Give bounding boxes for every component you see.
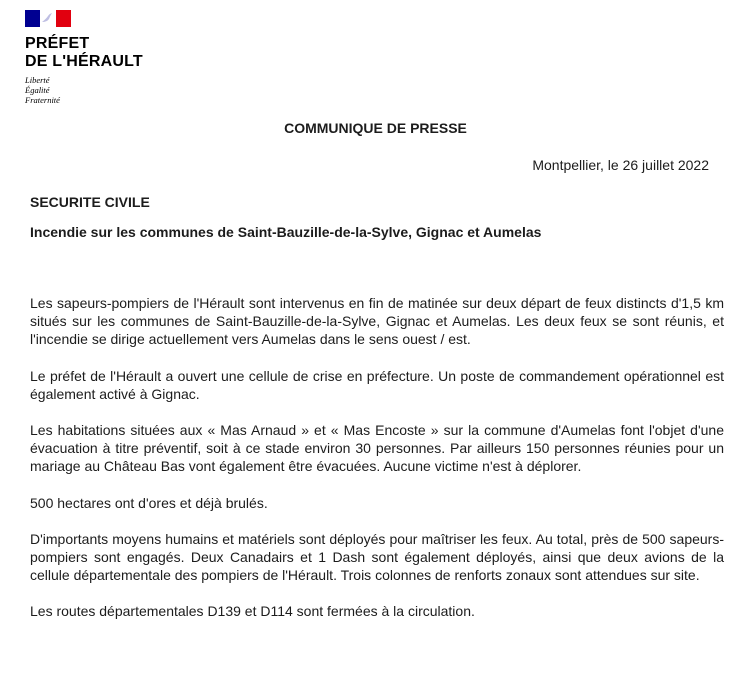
paragraph-intervention: Les sapeurs-pompiers de l'Hérault sont intervenus en fin de matinée sur deux départ de feux distincts d'1,5 km situés sur les communes de Saint-Bauzille-de-la-Sylve, Gignac et Aumelas. Les deux feux se sont réunis, et l'incendie se dirige actuellement vers Aumelas dans le sens ouest / est. xyxy=(30,295,724,348)
paragraph-crisis-cell: Le préfet de l'Hérault a ouvert une cellule de crise en préfecture. Un poste de commandement opérationnel est également activé à Gignac. xyxy=(30,367,724,402)
prefecture-name-line1: PRÉFET xyxy=(25,35,90,52)
motto-fraternite: Fraternité xyxy=(25,95,60,105)
date-line: Montpellier, le 26 juillet 2022 xyxy=(532,157,709,173)
document-type-title: COMMUNIQUE DE PRESSE xyxy=(284,120,467,136)
motto-liberte: Liberté xyxy=(25,75,50,85)
press-release-headline: Incendie sur les communes de Saint-Bauzille-de-la-Sylve, Gignac et Aumelas xyxy=(30,224,542,240)
paragraph-road-closures: Les routes départementales D139 et D114 sont fermées à la circulation. xyxy=(30,603,475,620)
paragraph-burned-area: 500 hectares ont d'ores et déjà brulés. xyxy=(30,494,268,511)
prefecture-name-line2: DE L'HÉRAULT xyxy=(25,53,143,70)
french-flag-icon xyxy=(25,10,71,27)
republic-motto xyxy=(25,75,143,105)
motto-egalite: Égalité xyxy=(25,85,50,95)
prefecture-name xyxy=(25,35,143,71)
press-release-body xyxy=(30,294,724,639)
paragraph-resources: D'importants moyens humains et matériels sont déployés pour maîtriser les feux. Au total, près de 500 sapeurs-pompiers sont engagés. Deux Canadairs et 1 Dash sont également déployés, ainsi que deux avions de la cellule départementale des pompiers de l'Hérault. Trois colonnes de renforts zonaux sont attendues sur site. xyxy=(30,530,724,584)
paragraph-evacuation: Les habitations situées aux « Mas Arnaud » et « Mas Encoste » sur la commune d'Aumelas font l'objet d'une évacuation à titre préventif, soit à ce stade environ 30 personnes. Par ailleurs 150 personnes réunies pour un mariage au Château Bas vont également être évacuées. Aucune victime n'est à déplorer. xyxy=(30,422,724,475)
section-heading: SECURITE CIVILE xyxy=(30,194,150,210)
prefecture-logo xyxy=(25,10,143,105)
